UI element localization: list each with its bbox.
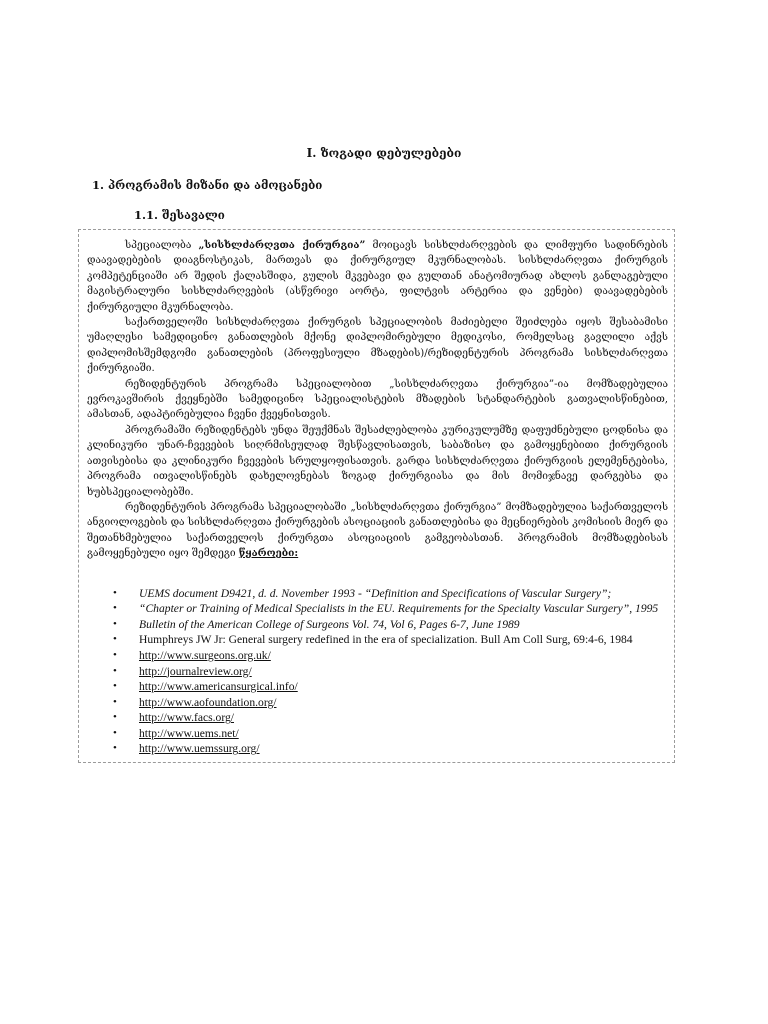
bullet-icon: • xyxy=(113,664,117,677)
reference-item xyxy=(113,632,668,648)
reference-link[interactable]: http://www.uems.net/ xyxy=(139,726,239,740)
reference-link[interactable]: http://www.uemssurg.org/ xyxy=(139,742,260,756)
reference-item xyxy=(113,586,668,602)
paragraph-1-start: სპეციალობა xyxy=(125,240,199,251)
paragraph-3: რეზიდენტურის პროგრამა სპეციალობით „სისხლძარღვთა ქირურგია”-ია მომზადებულია ევროკავშირის ქვეყნებში სამედიცინო სპეციალისტების მზადების სტანდარტების გათვალისწინებით, ამასთან, ადაპტირებულია ჩვენი ქვეყნისთვის. xyxy=(87,378,668,421)
reference-text: UEMS document D9421, d. d. November 1993 - “Definition and Specifications of Vascular Surgery”; xyxy=(139,586,612,600)
bullet-icon: • xyxy=(113,586,117,599)
bullet-icon: • xyxy=(113,726,117,739)
reference-item[interactable] xyxy=(113,648,668,664)
paragraph-5 xyxy=(87,500,668,562)
reference-item[interactable] xyxy=(113,710,668,726)
bullet-icon: • xyxy=(113,633,117,646)
paragraph-1 xyxy=(87,238,668,315)
reference-item xyxy=(113,617,668,633)
reference-link[interactable]: http://www.surgeons.org.uk/ xyxy=(139,648,271,662)
paragraph-1-rest: მოიცავს სისხლძარღვების და ლიმფური სადინრების დაავადებების დიაგნოსტიკას, მართვას და ქირურგიულ მკურნალობას. სისხლძარღვთა ქირურგის კომპეტენციაში არ შედის ქალასშიდა, გულის მკვებავი და გულთან ანატომიურად ახლოს განლაგებული მაგისტრალური სისხლძარღვების (ასწვრივი აორტა, ფილტვის არტერია და ვენები) დაავადებების ქირურგიული მკურნალობა. xyxy=(87,240,668,313)
bullet-icon: • xyxy=(113,711,117,724)
section-heading: I. ზოგადი დებულებები xyxy=(306,146,462,160)
sources-label: წყაროები: xyxy=(238,547,299,560)
reference-link[interactable]: http://www.aofoundation.org/ xyxy=(139,695,277,709)
specialty-name: „სისხლძარღვთა ქირურგია” xyxy=(198,239,366,251)
paragraph-5-start: რეზიდენტურის პროგრამა სპეციალობაში „სისხლძარღვთა ქირურგია” მომზადებულია საქართველოს ანგიოლოგების და სისხლძარღვთა ქირურგების ასოციაციის განათლებისა და მეცნიერების კომისიის მიერ და შეთანხმებულია საქართველოს ქირურგთა ასოციაციის გამგეობასთან. პროგრამის მომზადებისას გამოყენებული იყო შემდეგი xyxy=(87,501,668,560)
paragraph-4: პროგრამაში რეზიდენტებს უნდა შეუქმნას შესაძლებლობა კურიკულუმზე დაფუძნებული ცოდნისა და კლინიკური უნარ-ჩვევების სიღრმისეულად შესწავლისათვის, საბაზისო და გამოყენებითი ქირურგიის ათვისებისა და კლინიკური ჩვევების სრულყოფისათვის. გარდა სისხლძარღვთა ქირურგიის ელემენტებისა, პროგრამა ითვალისწინებს დახელოვნებას ზოგად ქირურგიასა და მის მომიჯნავე დარგებსა და ხუბსპეციალობებში. xyxy=(87,424,668,498)
bullet-icon: • xyxy=(113,602,117,615)
reference-item[interactable] xyxy=(113,741,668,757)
reference-item[interactable] xyxy=(113,664,668,680)
reference-item[interactable] xyxy=(113,679,668,695)
reference-text: Bulletin of the American College of Surgeons Vol. 74, Vol 6, Pages 6-7, June 1989 xyxy=(139,617,520,631)
bullet-icon: • xyxy=(113,680,117,693)
subsubsection-heading: 1.1. შესავალი xyxy=(134,208,225,222)
reference-link[interactable]: http://journalreview.org/ xyxy=(139,664,252,678)
reference-link[interactable]: http://www.facs.org/ xyxy=(139,711,234,725)
bullet-icon: • xyxy=(113,695,117,708)
paragraph-2: საქართველოში სისხლძარღვთა ქირურგის სპეციალობის მაძიებელი შეიძლება იყოს შესაბამისი უმაღლესი სამედიცინო განათლების მქონე დიპლომირებული მედიკოსი, რომელსაც გავლილი აქვს დიპლომისშემდგომი განათლების (პროფესიული მზადების)/რეზიდენტურის პროგრამა სისხლძარღვთა ქირურგიაში. xyxy=(87,317,668,375)
bullet-icon: • xyxy=(113,742,117,755)
reference-item xyxy=(113,601,668,617)
reference-link[interactable]: http://www.americansurgical.info/ xyxy=(139,680,298,694)
introduction-text xyxy=(87,238,668,562)
reference-text: “Chapter or Training of Medical Specialists in the EU. Requirements for the Specialty Vascular Surgery”, 1995 xyxy=(139,602,659,616)
reference-item[interactable] xyxy=(113,726,668,742)
bullet-icon: • xyxy=(113,648,117,661)
bullet-icon: • xyxy=(113,617,117,630)
subsection-heading: 1. პროგრამის მიზანი და ამოცანები xyxy=(92,178,323,192)
reference-list xyxy=(87,586,668,758)
reference-item[interactable] xyxy=(113,695,668,711)
reference-text: Humphreys JW Jr: General surgery redefined in the era of specialization. Bull Am Coll Surg, 69:4-6, 1984 xyxy=(139,633,633,647)
introduction-frame xyxy=(78,229,675,763)
